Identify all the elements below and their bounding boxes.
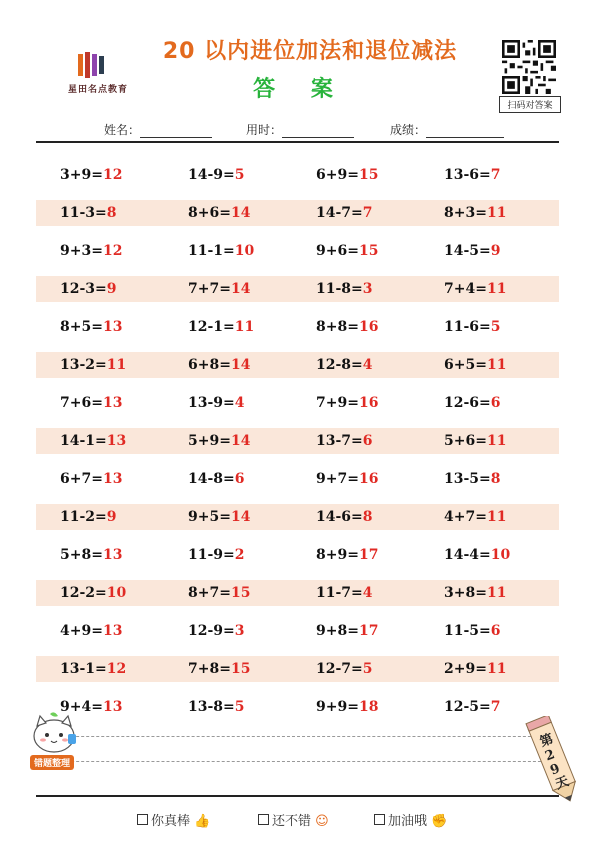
equation-text: 12-8=	[316, 357, 363, 373]
score-blank[interactable]	[426, 126, 504, 138]
answer-value: 11	[486, 205, 507, 221]
answer-row	[36, 390, 559, 416]
equation-cell	[316, 200, 373, 226]
equation-text: 5+9=	[188, 433, 231, 449]
equation-cell	[316, 656, 373, 682]
equation-cell	[60, 580, 126, 606]
equation-text: 14-5=	[444, 243, 491, 259]
answer-value: 11	[486, 661, 507, 677]
equation-text: 11-1=	[188, 243, 235, 259]
equation-text: 6+9=	[316, 167, 359, 183]
equation-text: 12-7=	[316, 661, 363, 677]
smile-icon: ☺	[315, 814, 329, 829]
equation-text: 8+8=	[316, 319, 359, 335]
equation-cell	[60, 314, 122, 340]
answer-value: 3	[234, 623, 245, 639]
answer-value: 18	[358, 699, 379, 715]
equation-text: 2+9=	[444, 661, 487, 677]
equation-text: 9+6=	[316, 243, 359, 259]
equation-text: 8+3=	[444, 205, 487, 221]
answer-value: 14	[230, 357, 251, 373]
answer-value: 9	[490, 243, 501, 259]
equation-text: 14-4=	[444, 547, 491, 563]
equation-text: 11-3=	[60, 205, 107, 221]
equation-text: 13-6=	[444, 167, 491, 183]
equation-cell	[444, 162, 501, 188]
answer-value: 6	[234, 471, 245, 487]
name-label: 姓名：	[104, 123, 141, 137]
name-blank[interactable]	[140, 126, 212, 138]
equation-text: 12-5=	[444, 699, 491, 715]
answer-value: 9	[106, 509, 117, 525]
equation-text: 6+7=	[60, 471, 103, 487]
equation-cell	[60, 352, 126, 378]
rating-great-label: 你真棒	[151, 814, 191, 829]
answer-value: 17	[358, 623, 379, 639]
equation-cell	[316, 580, 373, 606]
equation-text: 12-1=	[188, 319, 235, 335]
equation-cell	[188, 618, 245, 644]
answer-value: 14	[230, 281, 251, 297]
equation-cell	[444, 504, 506, 530]
answer-row	[36, 352, 559, 378]
equation-cell	[444, 618, 501, 644]
answer-value: 7	[362, 205, 373, 221]
answer-value: 15	[358, 167, 379, 183]
equation-cell	[60, 466, 122, 492]
equation-text: 14-9=	[188, 167, 235, 183]
answer-value: 8	[362, 509, 373, 525]
equation-cell	[60, 200, 117, 226]
equation-text: 14-6=	[316, 509, 363, 525]
answer-value: 14	[230, 205, 251, 221]
equation-cell	[444, 314, 501, 340]
answer-value: 14	[230, 433, 251, 449]
answer-row	[36, 200, 559, 226]
rating-great-checkbox[interactable]	[137, 814, 148, 825]
answer-row	[36, 694, 559, 720]
equation-cell	[316, 276, 373, 302]
equation-text: 8+5=	[60, 319, 103, 335]
answer-value: 6	[490, 623, 501, 639]
footer-divider	[36, 795, 559, 797]
equation-text: 9+3=	[60, 243, 103, 259]
equation-text: 14-1=	[60, 433, 107, 449]
equation-cell	[316, 352, 373, 378]
answer-value: 13	[102, 623, 123, 639]
equation-text: 13-5=	[444, 471, 491, 487]
time-blank[interactable]	[282, 126, 354, 138]
equation-text: 7+6=	[60, 395, 103, 411]
answer-value: 5	[234, 699, 245, 715]
equation-cell	[444, 466, 501, 492]
equation-cell	[444, 580, 506, 606]
answer-row	[36, 162, 559, 188]
answer-value: 3	[362, 281, 373, 297]
equation-cell	[188, 466, 245, 492]
answer-value: 15	[358, 243, 379, 259]
equation-text: 13-7=	[316, 433, 363, 449]
answer-value: 11	[486, 281, 507, 297]
answer-value: 13	[102, 395, 123, 411]
answer-value: 7	[490, 167, 501, 183]
answer-value: 8	[490, 471, 501, 487]
equation-cell	[444, 542, 510, 568]
answer-value: 13	[102, 699, 123, 715]
error-notes-label: 错题整理	[30, 755, 74, 770]
answer-value: 5	[362, 661, 373, 677]
score-label: 成绩：	[390, 123, 427, 137]
equation-cell	[316, 390, 378, 416]
answer-value: 13	[102, 319, 123, 335]
answer-value: 15	[230, 661, 251, 677]
answer-value: 16	[358, 319, 379, 335]
book-logo-icon	[78, 50, 106, 80]
equation-text: 7+9=	[316, 395, 359, 411]
error-notes-area[interactable]	[36, 736, 556, 792]
rating-try[interactable]	[374, 810, 447, 829]
time-label: 用时：	[246, 123, 283, 137]
equation-text: 11-7=	[316, 585, 363, 601]
equation-cell	[60, 390, 122, 416]
equation-cell	[188, 694, 245, 720]
equation-cell	[444, 428, 506, 454]
equation-text: 3+8=	[444, 585, 487, 601]
equation-text: 9+7=	[316, 471, 359, 487]
equation-cell	[316, 694, 378, 720]
answer-value: 14	[230, 509, 251, 525]
equation-cell	[316, 466, 378, 492]
equation-text: 13-8=	[188, 699, 235, 715]
equation-text: 11-9=	[188, 547, 235, 563]
equation-cell	[60, 428, 126, 454]
equation-cell	[60, 276, 117, 302]
answer-value: 11	[486, 509, 507, 525]
answer-value: 5	[234, 167, 245, 183]
answer-value: 10	[234, 243, 255, 259]
equation-cell	[60, 618, 122, 644]
equation-text: 8+7=	[188, 585, 231, 601]
qr-caption: 扫码对答案	[499, 96, 561, 113]
equation-text: 4+9=	[60, 623, 103, 639]
answer-value: 13	[102, 471, 123, 487]
equation-text: 13-9=	[188, 395, 235, 411]
answer-value: 17	[358, 547, 379, 563]
answer-row	[36, 580, 559, 606]
equation-cell	[60, 504, 117, 530]
answer-value: 13	[106, 433, 127, 449]
equation-text: 9+4=	[60, 699, 103, 715]
equation-text: 4+7=	[444, 509, 487, 525]
answer-value: 15	[230, 585, 251, 601]
equation-cell	[188, 276, 250, 302]
equation-text: 9+5=	[188, 509, 231, 525]
equation-cell	[188, 428, 250, 454]
equation-cell	[188, 580, 250, 606]
answer-value: 2	[234, 547, 245, 563]
equation-text: 5+8=	[60, 547, 103, 563]
equation-text: 11-2=	[60, 509, 107, 525]
equation-text: 3+9=	[60, 167, 103, 183]
equation-cell	[316, 162, 378, 188]
equation-cell	[444, 200, 506, 226]
answer-value: 10	[490, 547, 511, 563]
equation-text: 7+4=	[444, 281, 487, 297]
equation-cell	[444, 352, 506, 378]
rating-try-checkbox[interactable]	[374, 814, 385, 825]
equation-cell	[316, 504, 373, 530]
rating-good[interactable]	[258, 810, 329, 829]
answer-value: 4	[362, 357, 373, 373]
answer-row	[36, 238, 559, 264]
answer-row	[36, 504, 559, 530]
rating-good-checkbox[interactable]	[258, 814, 269, 825]
equation-cell	[444, 276, 506, 302]
equation-text: 8+6=	[188, 205, 231, 221]
equation-text: 7+8=	[188, 661, 231, 677]
equation-text: 12-2=	[60, 585, 107, 601]
answer-row	[36, 428, 559, 454]
answer-value: 5	[490, 319, 501, 335]
answer-value: 10	[106, 585, 127, 601]
answer-row	[36, 656, 559, 682]
equation-text: 13-2=	[60, 357, 107, 373]
thumbs-up-icon: 👍	[194, 814, 211, 829]
equation-cell	[444, 390, 501, 416]
error-notes-line	[36, 761, 556, 762]
equation-text: 13-1=	[60, 661, 107, 677]
equation-cell	[316, 314, 378, 340]
score-field[interactable]	[390, 121, 504, 138]
answer-value: 6	[490, 395, 501, 411]
answer-value: 8	[106, 205, 117, 221]
equation-cell	[316, 618, 378, 644]
answer-value: 9	[106, 281, 117, 297]
qr-code-icon[interactable]	[502, 40, 556, 94]
equation-cell	[444, 238, 501, 264]
answer-value: 12	[102, 167, 123, 183]
equation-cell	[188, 542, 245, 568]
equation-cell	[60, 656, 126, 682]
equation-cell	[444, 694, 501, 720]
equation-cell	[188, 390, 245, 416]
equation-cell	[444, 656, 506, 682]
answer-value: 16	[358, 471, 379, 487]
answer-value: 12	[106, 661, 127, 677]
answer-value: 13	[102, 547, 123, 563]
rating-great[interactable]	[137, 810, 210, 829]
rating-good-label: 还不错	[272, 814, 312, 829]
day-badge: 第29天	[538, 731, 571, 793]
equation-text: 6+8=	[188, 357, 231, 373]
equation-text: 12-3=	[60, 281, 107, 297]
equation-text: 14-7=	[316, 205, 363, 221]
answer-value: 4	[234, 395, 245, 411]
equation-cell	[188, 200, 250, 226]
answer-row	[36, 618, 559, 644]
equation-text: 9+8=	[316, 623, 359, 639]
equation-text: 14-8=	[188, 471, 235, 487]
answer-value: 11	[486, 585, 507, 601]
answer-row	[36, 276, 559, 302]
page-title: 20 以内进位加法和退位减法	[162, 39, 458, 64]
page-subtitle: 答 案	[253, 77, 347, 102]
equation-cell	[60, 238, 122, 264]
answer-value: 12	[102, 243, 123, 259]
equation-text: 11-8=	[316, 281, 363, 297]
equation-cell	[60, 162, 122, 188]
equation-text: 7+7=	[188, 281, 231, 297]
answer-value: 16	[358, 395, 379, 411]
time-field[interactable]	[246, 121, 354, 138]
answer-value: 11	[106, 357, 127, 373]
equation-cell	[188, 314, 254, 340]
answer-row	[36, 542, 559, 568]
equation-cell	[316, 542, 378, 568]
header-divider	[36, 141, 559, 143]
equation-cell	[188, 352, 250, 378]
answer-value: 11	[486, 433, 507, 449]
equation-text: 6+5=	[444, 357, 487, 373]
equation-cell	[60, 542, 122, 568]
answer-value: 11	[234, 319, 255, 335]
answer-row	[36, 466, 559, 492]
equation-cell	[188, 162, 245, 188]
equation-cell	[188, 238, 254, 264]
equation-text: 11-6=	[444, 319, 491, 335]
brand-name: 星田名点教育	[67, 85, 128, 95]
answer-value: 7	[490, 699, 501, 715]
equation-cell	[188, 656, 250, 682]
answer-value: 6	[362, 433, 373, 449]
equation-text: 12-6=	[444, 395, 491, 411]
answer-row	[36, 314, 559, 340]
fist-icon: ✊	[431, 814, 448, 829]
equation-text: 12-9=	[188, 623, 235, 639]
equation-text: 11-5=	[444, 623, 491, 639]
name-field[interactable]	[104, 121, 212, 138]
equation-cell	[316, 238, 378, 264]
equation-text: 9+9=	[316, 699, 359, 715]
equation-cell	[316, 428, 373, 454]
equation-text: 8+9=	[316, 547, 359, 563]
equation-cell	[188, 504, 250, 530]
equation-text: 5+6=	[444, 433, 487, 449]
answer-value: 4	[362, 585, 373, 601]
answer-value: 11	[486, 357, 507, 373]
rating-try-label: 加油哦	[388, 814, 428, 829]
